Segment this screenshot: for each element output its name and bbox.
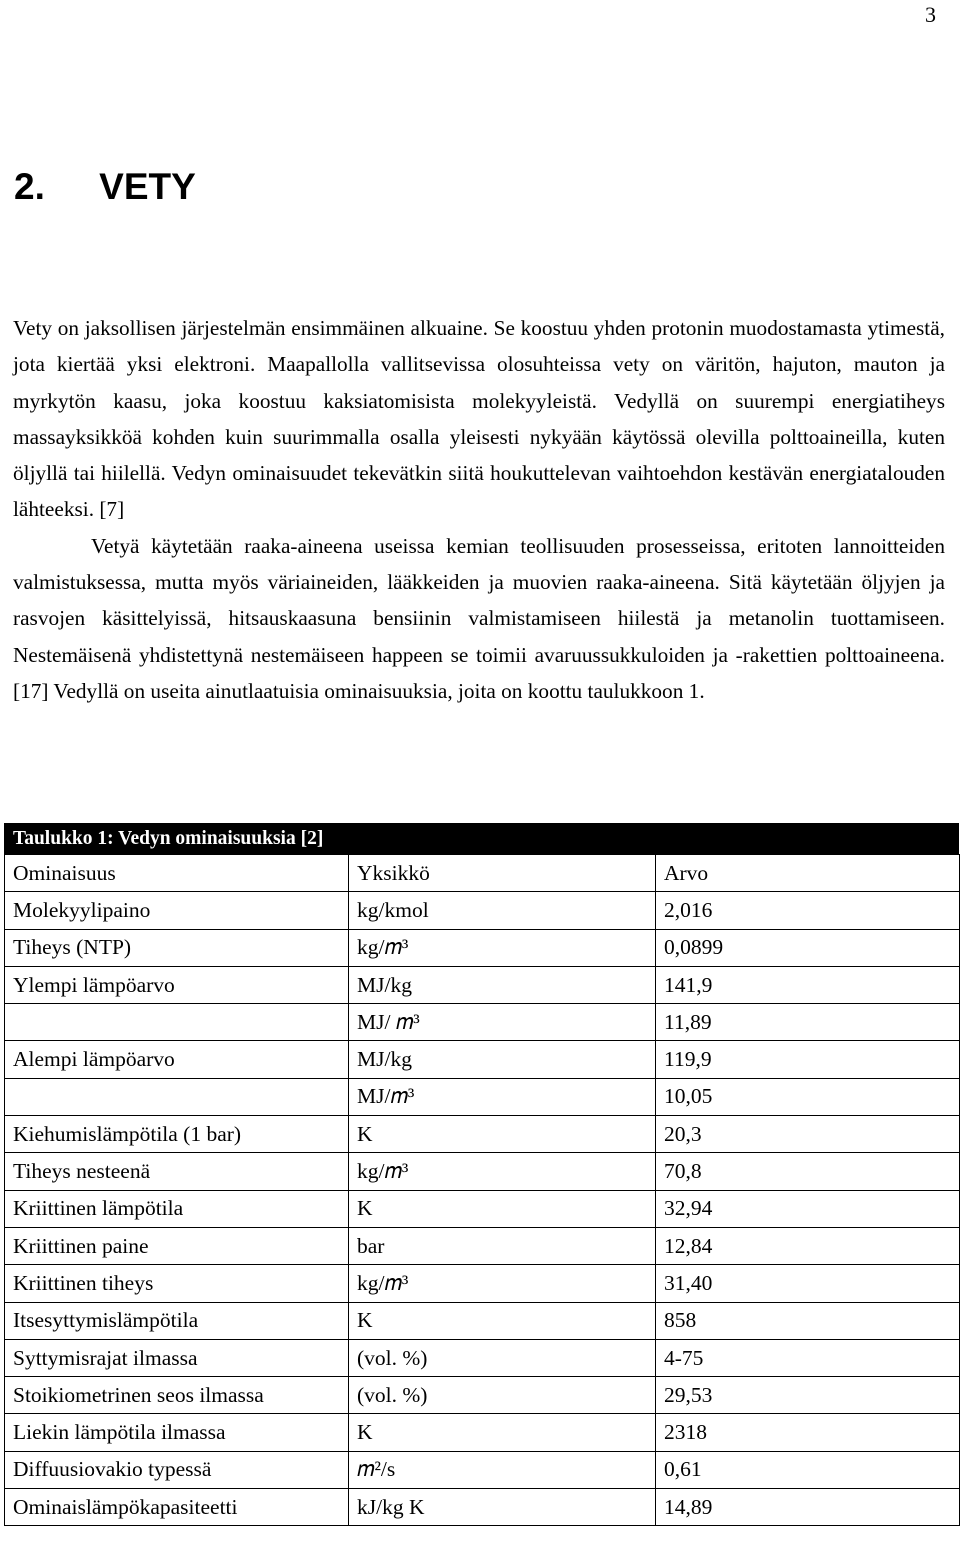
cell-value: 70,8 <box>656 1153 960 1190</box>
cell-property <box>5 1078 349 1115</box>
table-row <box>5 892 960 929</box>
cell-unit: 𝑚²/s <box>349 1451 656 1488</box>
table-row <box>5 1377 960 1414</box>
cell-unit: kJ/kg K <box>349 1489 656 1526</box>
header-property: Ominaisuus <box>5 855 349 892</box>
table-row <box>5 1414 960 1451</box>
table-row <box>5 1227 960 1264</box>
cell-property: Kriittinen paine <box>5 1227 349 1264</box>
cell-unit: MJ/ 𝑚³ <box>349 1004 656 1041</box>
paragraph-intro: Vety on jaksollisen järjestelmän ensimmäinen alkuaine. Se koostuu yhden protonin muodostamasta ytimestä, jota kiertää yksi elektroni. Maapallolla vallitsevissa olosuhteissa vety on väritön, hajuton, mauton ja myrkytön kaasu, joka koostuu kaksiatomisista molekyyleistä. Vedyllä on suurempi energiatiheys massayksikköä kohden kuin suurimmalla osalla yleisesti nykyään käytössä olevilla polttoaineilla, kuten öljyllä tai hiilellä. Vedyn ominaisuudet tekevätkin siitä houkuttelevan vaihtoehdon kestävän energiatalouden lähteeksi. [7] <box>13 316 945 522</box>
cell-property: Tiheys nesteenä <box>5 1153 349 1190</box>
table-row <box>5 1153 960 1190</box>
table-row <box>5 966 960 1003</box>
table-row <box>5 1190 960 1227</box>
cell-value: 0,61 <box>656 1451 960 1488</box>
cell-property: Stoikiometrinen seos ilmassa <box>5 1377 349 1414</box>
header-value: Arvo <box>656 855 960 892</box>
table-row <box>5 1489 960 1526</box>
page-number: 3 <box>925 2 936 27</box>
cell-unit: bar <box>349 1227 656 1264</box>
cell-value: 2,016 <box>656 892 960 929</box>
cell-unit: MJ/kg <box>349 1041 656 1078</box>
cell-property: Kriittinen tiheys <box>5 1265 349 1302</box>
table-row <box>5 1004 960 1041</box>
cell-unit: K <box>349 1414 656 1451</box>
cell-unit: kg/𝑚³ <box>349 1265 656 1302</box>
cell-unit: kg/kmol <box>349 892 656 929</box>
cell-value: 31,40 <box>656 1265 960 1302</box>
table-row <box>5 929 960 966</box>
cell-value: 12,84 <box>656 1227 960 1264</box>
cell-unit: (vol. %) <box>349 1377 656 1414</box>
cell-property: Liekin lämpötila ilmassa <box>5 1414 349 1451</box>
cell-value: 29,53 <box>656 1377 960 1414</box>
cell-unit: K <box>349 1302 656 1339</box>
table-row <box>5 1116 960 1153</box>
header-unit: Yksikkö <box>349 855 656 892</box>
table-row <box>5 1451 960 1488</box>
cell-value: 2318 <box>656 1414 960 1451</box>
properties-table <box>4 854 960 1526</box>
cell-unit: K <box>349 1190 656 1227</box>
chapter-heading: 2. VETY <box>14 166 196 207</box>
table-caption: Taulukko 1: Vedyn ominaisuuksia [2] <box>4 823 959 854</box>
cell-unit: MJ/kg <box>349 966 656 1003</box>
cell-value: 141,9 <box>656 966 960 1003</box>
table-header-row <box>5 855 960 892</box>
cell-property: Alempi lämpöarvo <box>5 1041 349 1078</box>
cell-property: Ylempi lämpöarvo <box>5 966 349 1003</box>
cell-value: 10,05 <box>656 1078 960 1115</box>
cell-value: 32,94 <box>656 1190 960 1227</box>
cell-unit: (vol. %) <box>349 1339 656 1376</box>
cell-unit: kg/𝑚³ <box>349 1153 656 1190</box>
cell-property: Molekyylipaino <box>5 892 349 929</box>
cell-unit: kg/𝑚³ <box>349 929 656 966</box>
properties-table-container <box>4 823 959 1526</box>
table-row <box>5 1302 960 1339</box>
cell-value: 11,89 <box>656 1004 960 1041</box>
cell-unit: MJ/𝑚³ <box>349 1078 656 1115</box>
table-row <box>5 1265 960 1302</box>
cell-value: 119,9 <box>656 1041 960 1078</box>
cell-property: Syttymisrajat ilmassa <box>5 1339 349 1376</box>
body-text <box>13 310 945 709</box>
table-row <box>5 1339 960 1376</box>
cell-property: Itsesyttymislämpötila <box>5 1302 349 1339</box>
cell-value: 20,3 <box>656 1116 960 1153</box>
cell-property: Kiehumislämpötila (1 bar) <box>5 1116 349 1153</box>
cell-value: 858 <box>656 1302 960 1339</box>
cell-property <box>5 1004 349 1041</box>
cell-unit: K <box>349 1116 656 1153</box>
table-row <box>5 1078 960 1115</box>
table-row <box>5 1041 960 1078</box>
cell-value: 4-75 <box>656 1339 960 1376</box>
cell-value: 0,0899 <box>656 929 960 966</box>
cell-property: Tiheys (NTP) <box>5 929 349 966</box>
paragraph-uses: Vetyä käytetään raaka-aineena useissa kemian teollisuuden prosesseissa, eritoten lannoitteiden valmistuksessa, mutta myös väriaineiden, lääkkeiden ja muovien raaka-aineena. Sitä käytetään öljyjen ja rasvojen käsittelyissä, hitsauskaasuna bensiinin valmistamiseen hiilestä ja metanolin tuottamiseen. Nestemäisenä yhdistettynä nestemäiseen happeen se toimii avaruussukkuloiden ja -rakettien polttoaineena. [17] Vedyllä on useita ainutlaatuisia ominaisuuksia, joita on koottu taulukkoon 1. <box>13 533 945 703</box>
cell-value: 14,89 <box>656 1489 960 1526</box>
cell-property: Diffuusiovakio typessä <box>5 1451 349 1488</box>
cell-property: Kriittinen lämpötila <box>5 1190 349 1227</box>
cell-property: Ominaislämpökapasiteetti <box>5 1489 349 1526</box>
